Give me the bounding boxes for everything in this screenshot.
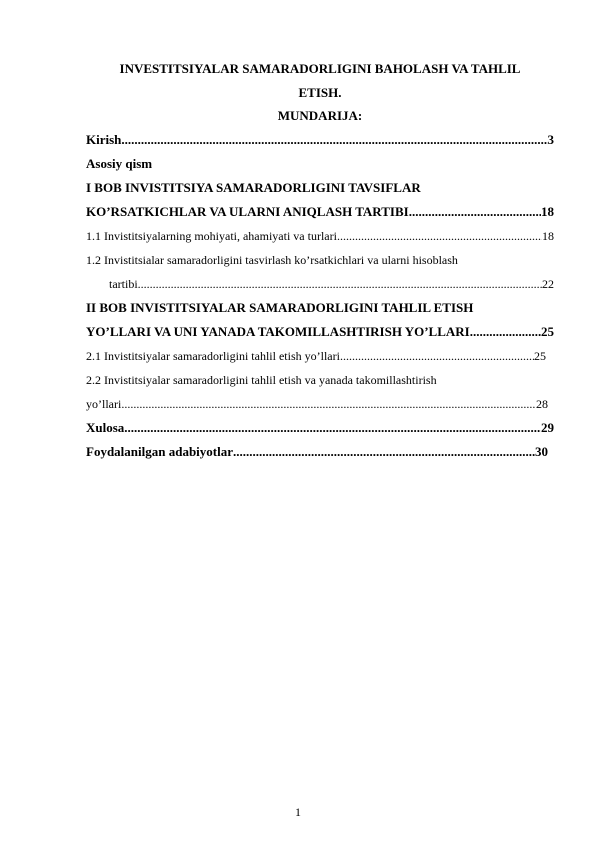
toc-entry-asosiy-qism: Asosiy qism (86, 156, 153, 171)
toc-entry-text: tartibi (109, 277, 138, 291)
toc-entry-2-2-line-2[interactable] (86, 396, 548, 412)
toc-heading: MUNDARIJA: (277, 108, 363, 123)
document-title-line-2: ETISH. (298, 85, 342, 100)
toc-entry-page: 25 (534, 349, 546, 363)
toc-entry-page: 3 (547, 132, 554, 147)
page-number: 1 (295, 805, 301, 819)
toc-entry-page: 30 (535, 444, 548, 459)
toc-entry-2-2-line-1[interactable]: 2.2 Invistitsiyalar samaradorligini tahlil etish va yanada takomillashtirish (86, 373, 437, 387)
toc-entry-page: 18 (541, 204, 554, 219)
toc-entry-text: 2.1 Invistitsiyalar samaradorligini tahlil etish yo’llari (86, 349, 340, 363)
toc-entry-chapter-2-line-1[interactable]: II BOB INVISTITSIYALAR SAMARADORLIGINI TAHLIL ETISH (86, 300, 474, 315)
toc-entry-adabiyotlar[interactable] (86, 444, 548, 460)
toc-entry-page: 25 (541, 324, 554, 339)
toc-entry-text: 1.1 Invistitsiyalarning mohiyati, ahamiyati va turlari (86, 229, 337, 243)
toc-entry-chapter-2-line-2[interactable] (86, 324, 554, 340)
toc-entry-text: YO’LLARI VA UNI YANADA TAKOMILLASHTIRISH YO’LLARI (86, 324, 470, 339)
toc-entry-page: 18 (542, 229, 554, 243)
toc-entry-text: Foydalanilgan adabiyotlar (86, 444, 233, 459)
toc-entry-text: Xulosa (86, 420, 125, 435)
toc-entry-text: KO’RSATKICHLAR VA ULARNI ANIQLASH TARTIBI (86, 204, 409, 219)
toc-entry-1-2-line-1[interactable]: 1.2 Invistitsialar samaradorligini tasvirlash ko’rsatkichlari va ularni hisoblash (86, 253, 458, 267)
toc-entry-page: 22 (542, 277, 554, 291)
toc-entry-1-2-line-2[interactable] (109, 276, 554, 292)
toc-entry-text: Kirish (86, 132, 122, 147)
toc-entry-page: 28 (536, 397, 548, 411)
toc-entry-page: 29 (541, 420, 554, 435)
toc-entry-text: yo’llari (86, 397, 122, 411)
toc-entry-chapter-1-line-2[interactable] (86, 204, 554, 220)
toc-entry-xulosa[interactable] (86, 420, 554, 436)
toc-entry-1-1[interactable] (86, 228, 554, 244)
toc-entry-kirish[interactable] (86, 132, 554, 148)
document-title-line-1: INVESTITSIYALAR SAMARADORLIGINI BAHOLASH VA TAHLIL (119, 61, 521, 76)
toc-entry-2-1[interactable] (86, 348, 546, 364)
toc-entry-chapter-1-line-1[interactable]: I BOB INVISTITSIYA SAMARADORLIGINI TAVSIFLAR (86, 180, 421, 195)
